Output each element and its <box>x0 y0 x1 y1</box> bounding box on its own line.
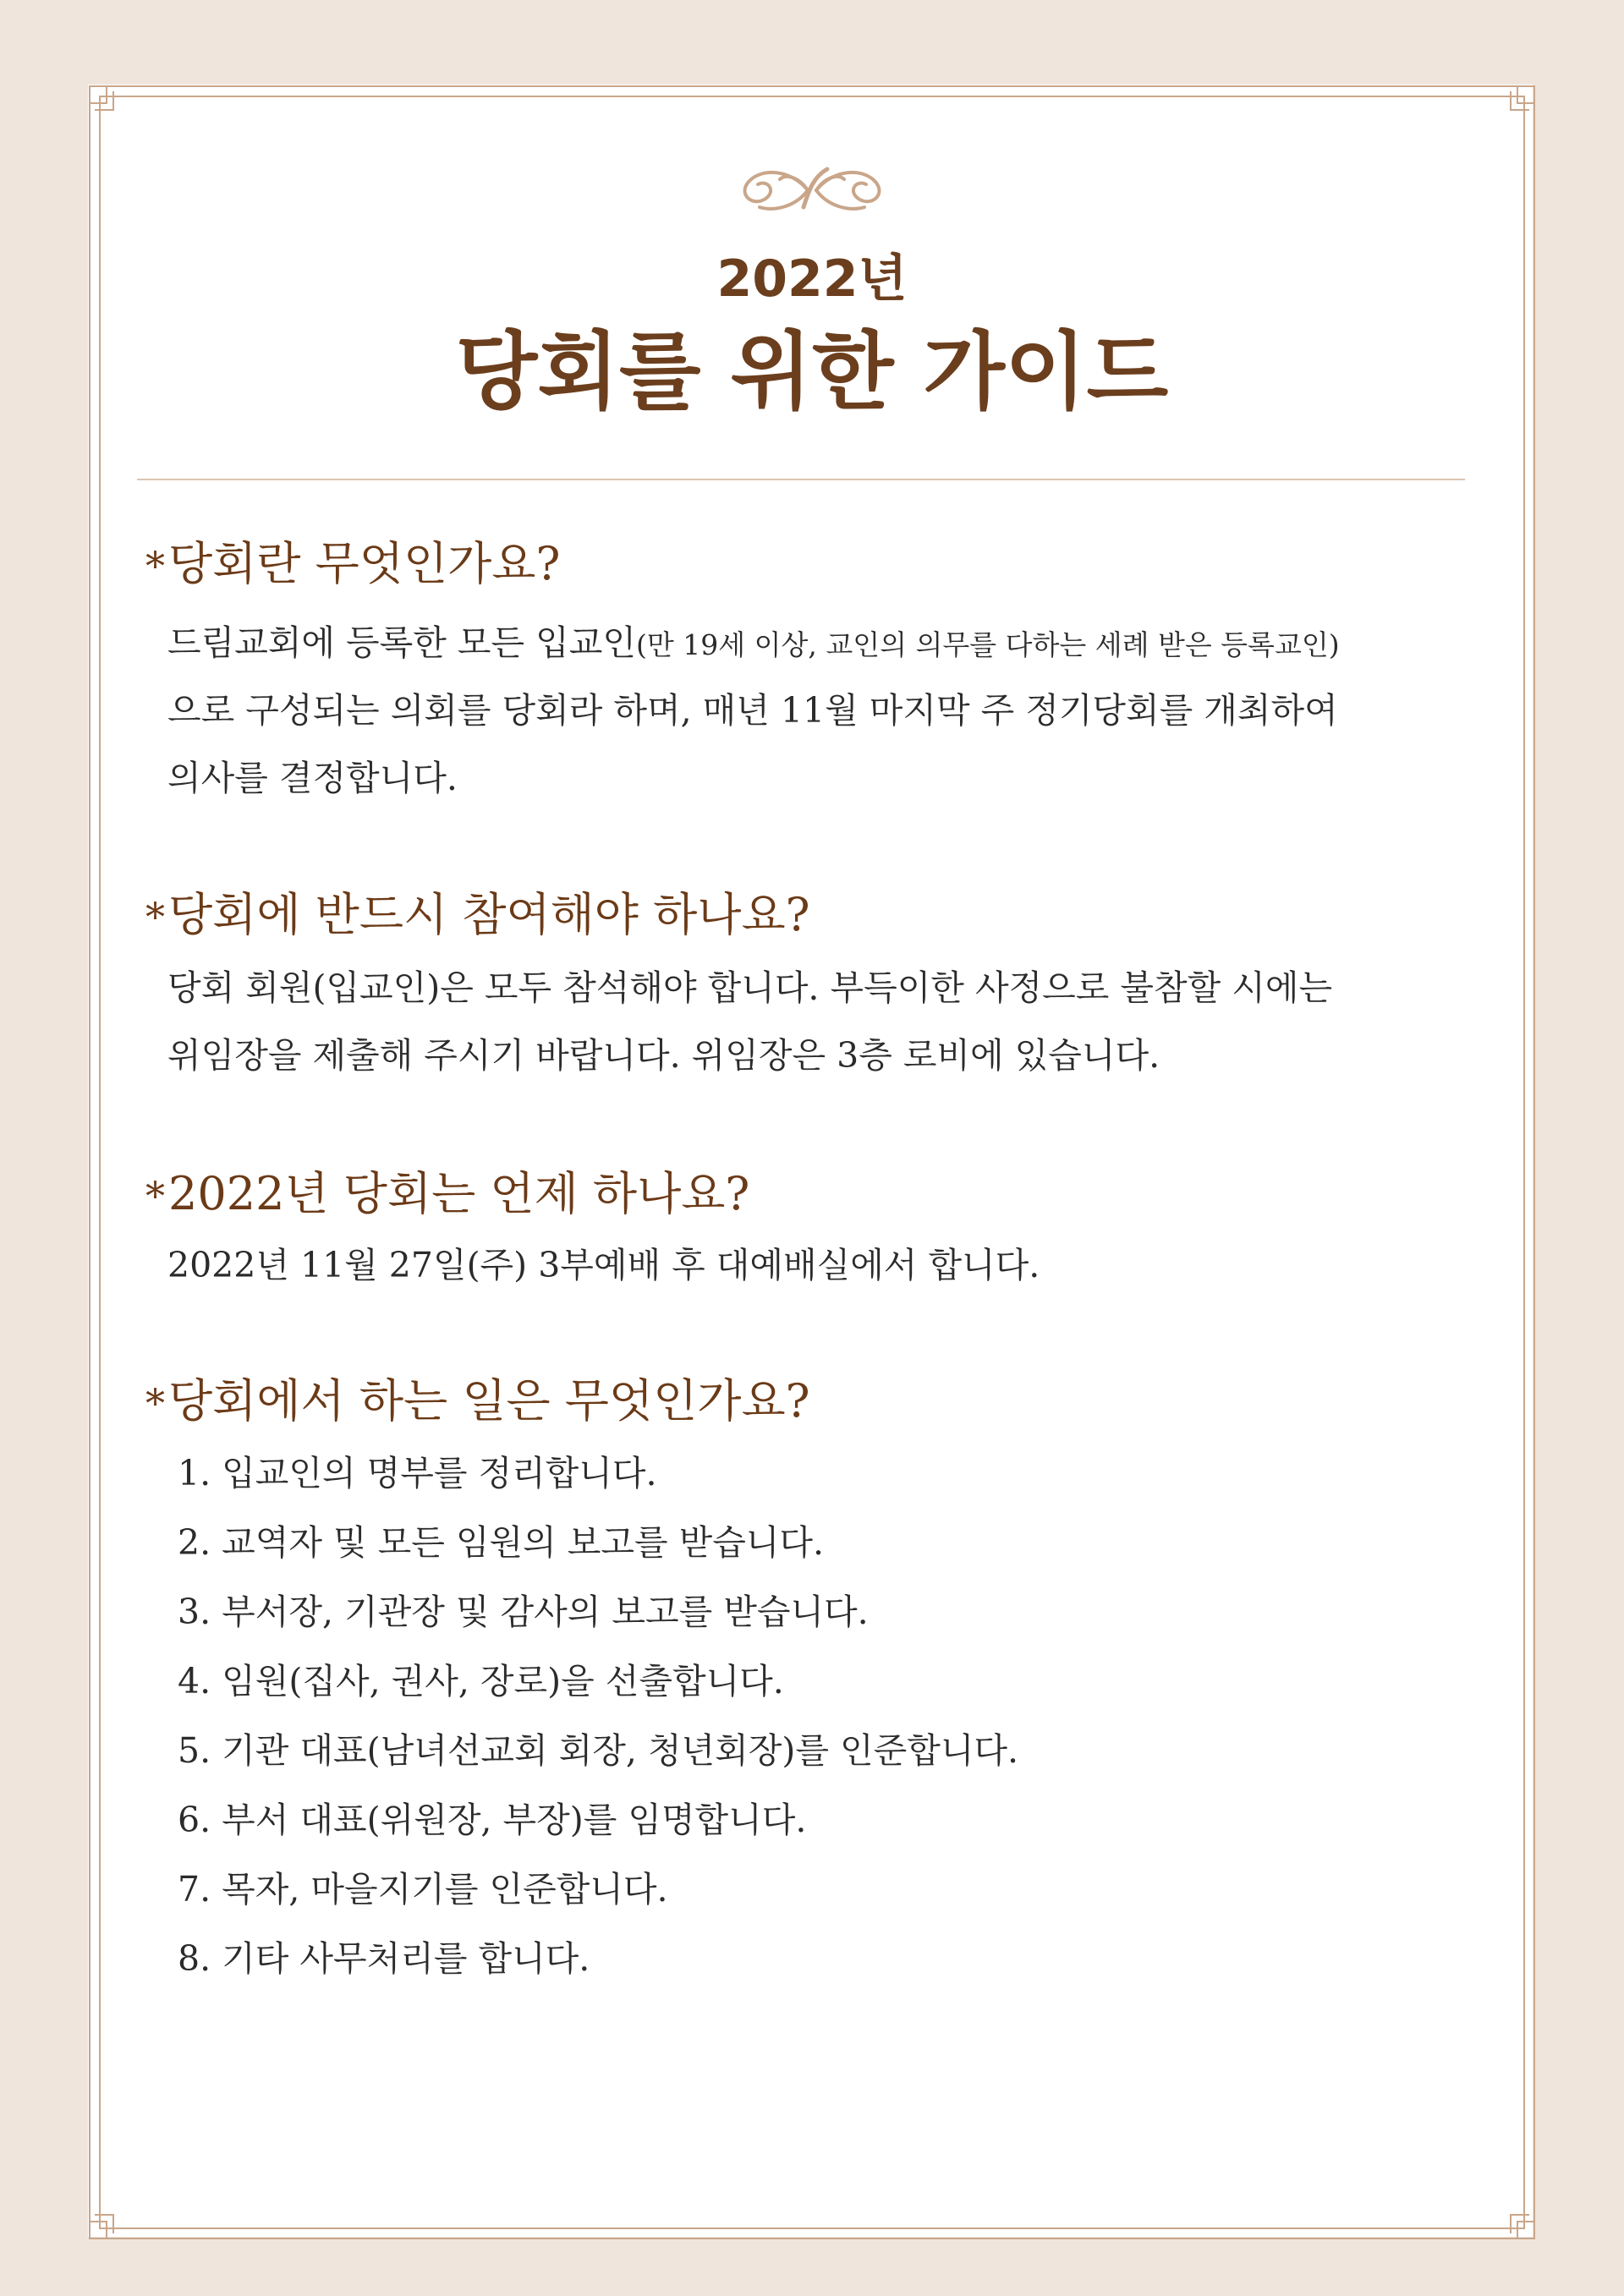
list-item: 6. 부서 대표(위원장, 부장)를 임명합니다. <box>178 1800 807 1840</box>
section-body-line: 2022년 11월 27일(주) 3부예배 후 대예배실에서 합니다. <box>167 1245 1040 1285</box>
asterisk-bullet: * <box>145 894 165 940</box>
section-heading-text: 2022년 당회는 언제 하나요? <box>168 1167 750 1220</box>
section-heading-text: 당회에 반드시 참여해야 하나요? <box>168 888 810 941</box>
section-heading-text: 당회에서 하는 일은 무엇인가요? <box>168 1374 810 1427</box>
body-text-note: (만 19세 이상, 교인의 의무를 다하는 세례 받은 등록교인) <box>635 628 1340 661</box>
asterisk-bullet: * <box>145 1380 165 1426</box>
list-item: 2. 교역자 및 모든 임원의 보고를 받습니다. <box>178 1522 825 1563</box>
list-item: 8. 기타 사무처리를 합니다. <box>178 1938 590 1979</box>
list-item: 7. 목자, 마을지기를 인준합니다. <box>178 1869 668 1910</box>
list-item: 5. 기관 대표(남녀선교회 회장, 청년회장)를 인준합니다. <box>178 1730 1019 1771</box>
section-heading-what-is <box>145 537 561 590</box>
section-heading-when <box>145 1167 750 1220</box>
body-text: 드림교회에 등록한 모든 입교인 <box>167 622 636 663</box>
list-item: 1. 입교인의 명부를 정리합니다. <box>178 1453 657 1493</box>
section-body-line: 당회 회원(입교인)은 모두 참석해야 합니다. 부득이한 사정으로 불참할 시에는 <box>167 967 1333 1008</box>
section-body-line <box>167 622 1340 663</box>
flourish-ornament-icon <box>702 161 922 220</box>
section-body-line: 의사를 결정합니다. <box>167 758 458 798</box>
list-item: 4. 임원(집사, 권사, 장로)을 선출합니다. <box>178 1661 784 1701</box>
section-body-line: 위임장을 제출해 주시기 바랍니다. 위임장은 3층 로비에 있습니다. <box>167 1035 1160 1076</box>
page-title: 당회를 위한 가이드 <box>455 322 1169 421</box>
asterisk-bullet: * <box>145 1173 165 1219</box>
section-heading-attendance <box>145 888 810 941</box>
list-item: 3. 부서장, 기관장 및 감사의 보고를 받습니다. <box>178 1592 869 1632</box>
section-heading-text: 당회란 무엇인가요? <box>168 537 561 590</box>
title-divider <box>137 479 1465 480</box>
title-year: 2022년 <box>716 249 908 309</box>
section-heading-duties <box>145 1374 810 1427</box>
asterisk-bullet: * <box>145 543 165 589</box>
section-body-line: 으로 구성되는 의회를 당회라 하며, 매년 11월 마지막 주 정기당회를 개최하여 <box>167 690 1338 731</box>
